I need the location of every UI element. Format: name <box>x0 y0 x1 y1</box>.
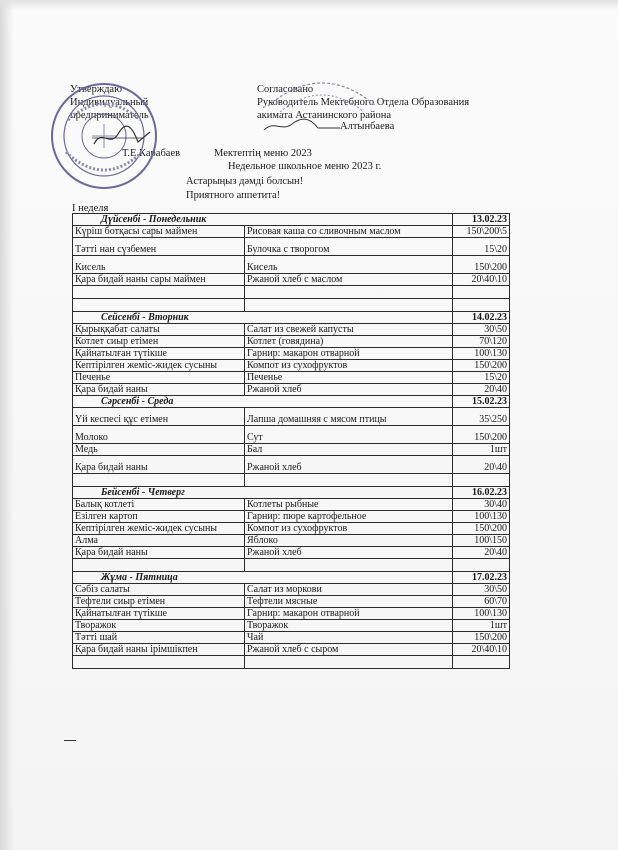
dish-ru: Гарнир: пюре картофельное <box>245 511 453 523</box>
dish-qty: 100\150 <box>453 535 510 547</box>
day-name: Бейсенбі - Четверг <box>101 487 185 498</box>
agree-line-4: Алтынбаева <box>340 121 395 132</box>
dish-ru: Компот из сухофруктов <box>245 360 453 372</box>
table-row <box>73 608 510 620</box>
dish-ru: Бал <box>245 444 453 456</box>
table-row <box>73 324 510 336</box>
dish-kz: Күріш ботқасы сары маймен <box>73 226 245 238</box>
agree-line-2: Руководитель Мектебного Отдела Образования <box>257 97 470 108</box>
day-name: Дүйсенбі - Понедельник <box>101 214 207 225</box>
dish-ru: Яблоко <box>245 535 453 547</box>
blank-row <box>73 286 510 299</box>
dish-qty: 1шт <box>453 444 510 456</box>
table-row <box>73 620 510 632</box>
dish-qty: 100\130 <box>453 608 510 620</box>
dish-kz: Қырыққабат салаты <box>73 324 245 336</box>
dish-ru: Гарнир: макарон отварной <box>245 348 453 360</box>
dish-qty: 20\40 <box>453 384 510 396</box>
dish-ru: Ржаной хлеб <box>245 384 453 396</box>
table-row <box>73 256 510 274</box>
dish-kz: Алма <box>73 535 245 547</box>
round-seal-icon <box>262 66 382 136</box>
table-row <box>73 408 510 426</box>
dish-kz: Қара бидай наны <box>73 456 245 474</box>
dish-qty: 30\50 <box>453 324 510 336</box>
dish-qty: 20\40\10 <box>453 274 510 286</box>
dish-qty: 150\200\5 <box>453 226 510 238</box>
day-header-row <box>73 214 510 226</box>
dish-kz: Тәтті шай <box>73 632 245 644</box>
dish-ru: Компот из сухофруктов <box>245 523 453 535</box>
dish-qty: 30\50 <box>453 584 510 596</box>
dish-ru: Кисель <box>245 256 453 274</box>
dish-qty: 150\200 <box>453 256 510 274</box>
dish-kz: Қара бидай наны <box>73 384 245 396</box>
day-date: 13.02.23 <box>453 214 510 226</box>
approve-line-2: Индивидуальный <box>70 97 149 108</box>
blank-row <box>73 474 510 487</box>
signature-icon <box>92 124 152 150</box>
table-row <box>73 523 510 535</box>
dish-qty: 150\200 <box>453 632 510 644</box>
dish-ru: Тефтели мясные <box>245 596 453 608</box>
dish-qty: 35\250 <box>453 408 510 426</box>
dish-kz: Кептірілген жеміс-жидек сусыны <box>73 360 245 372</box>
dish-ru: Котлеты рыбные <box>245 499 453 511</box>
dish-qty: 30\40 <box>453 499 510 511</box>
table-row <box>73 444 510 456</box>
dish-ru: Ржаной хлеб с маслом <box>245 274 453 286</box>
dish-kz: Қайнатылған түтікше <box>73 348 245 360</box>
approve-line-4: Т.Е.Карабаев <box>122 148 181 159</box>
day-header-row <box>73 396 510 408</box>
table-row <box>73 372 510 384</box>
table-row <box>73 596 510 608</box>
approve-line-3: предприниматель <box>70 110 149 121</box>
blank-row <box>73 299 510 312</box>
table-row <box>73 535 510 547</box>
dish-ru: Салат из свежей капусты <box>245 324 453 336</box>
day-date: 17.02.23 <box>453 572 510 584</box>
table-row <box>73 456 510 474</box>
dish-kz: Езілген картоп <box>73 511 245 523</box>
dish-qty: 100\130 <box>453 348 510 360</box>
table-row <box>73 644 510 656</box>
table-row <box>73 360 510 372</box>
dish-kz: Котлет сиыр етімен <box>73 336 245 348</box>
dish-kz: Печенье <box>73 372 245 384</box>
dish-kz: Сәбіз салаты <box>73 584 245 596</box>
table-row <box>73 274 510 286</box>
scan-edge-shadow <box>0 0 14 850</box>
dish-qty: 150\200 <box>453 426 510 444</box>
dish-qty: 20\40 <box>453 456 510 474</box>
dish-ru: Рисовая каша со сливочным маслом <box>245 226 453 238</box>
dish-qty: 15\20 <box>453 372 510 384</box>
dish-ru: Печенье <box>245 372 453 384</box>
table-row <box>73 426 510 444</box>
table-row <box>73 336 510 348</box>
agree-line-1: Согласовано <box>257 84 314 95</box>
blank-row <box>73 656 510 669</box>
day-header-row <box>73 572 510 584</box>
dish-qty: 60\70 <box>453 596 510 608</box>
dish-ru: Салат из моркови <box>245 584 453 596</box>
greeting-kz: Астарыңыз дәмді болсын! <box>186 176 304 187</box>
dish-qty: 150\200 <box>453 523 510 535</box>
table-row <box>73 547 510 559</box>
dish-ru: Гарнир: макарон отварной <box>245 608 453 620</box>
blank-row <box>73 559 510 572</box>
dish-qty: 20\40 <box>453 547 510 559</box>
table-row <box>73 348 510 360</box>
table-row <box>73 499 510 511</box>
dish-kz: Творажок <box>73 620 245 632</box>
menu-title-ru: Недельное школьное меню 2023 г. <box>228 161 382 172</box>
table-row <box>73 226 510 238</box>
menu-title-kz: Мектептің меню 2023 <box>214 148 312 159</box>
dish-qty: 150\200 <box>453 360 510 372</box>
scan-mark <box>64 740 76 741</box>
dish-kz: Қара бидай наны ірімшікпен <box>73 644 245 656</box>
day-header-row <box>73 312 510 324</box>
dish-kz: Кептірілген жеміс-жидек сусыны <box>73 523 245 535</box>
dish-ru: Лапша домашняя с мясом птицы <box>245 408 453 426</box>
scan-top-shadow <box>0 0 618 10</box>
dish-ru: Ржаной хлеб <box>245 547 453 559</box>
day-name: Жұма - Пятница <box>101 572 178 583</box>
dish-kz: Молоко <box>73 426 245 444</box>
dish-kz: Қара бидай наны <box>73 547 245 559</box>
day-date: 16.02.23 <box>453 487 510 499</box>
dish-kz: Тефтели сиыр етімен <box>73 596 245 608</box>
dish-kz: Үй кеспесі құс етімен <box>73 408 245 426</box>
dish-ru: Творажок <box>245 620 453 632</box>
dish-ru: Ржаной хлеб <box>245 456 453 474</box>
day-date: 15.02.23 <box>453 396 510 408</box>
menu-table <box>72 213 510 669</box>
dish-ru: Чай <box>245 632 453 644</box>
table-row <box>73 238 510 256</box>
dish-kz: Балық котлеті <box>73 499 245 511</box>
table-row <box>73 384 510 396</box>
dish-kz: Кисель <box>73 256 245 274</box>
dish-ru: Котлет (говядина) <box>245 336 453 348</box>
day-name: Сәрсенбі - Среда <box>101 396 174 407</box>
table-row <box>73 632 510 644</box>
dish-qty: 100\130 <box>453 511 510 523</box>
greeting-ru: Приятного аппетита! <box>186 190 281 201</box>
day-name: Сейсенбі - Вторник <box>101 312 189 323</box>
dish-qty: 15\20 <box>453 238 510 256</box>
day-header-row <box>73 487 510 499</box>
dish-qty: 1шт <box>453 620 510 632</box>
dish-ru: Булочка с творогом <box>245 238 453 256</box>
dish-kz: Қара бидай наны сары маймен <box>73 274 245 286</box>
week-label: I неделя <box>72 203 109 214</box>
dish-kz: Қайнатылған түтікше <box>73 608 245 620</box>
day-date: 14.02.23 <box>453 312 510 324</box>
table-row <box>73 511 510 523</box>
dish-qty: 20\40\10 <box>453 644 510 656</box>
approve-line-1: Утверждаю <box>70 84 122 95</box>
dish-kz: Медь <box>73 444 245 456</box>
dish-kz: Тәтті нан сүзбемен <box>73 238 245 256</box>
dish-ru: Ржаной хлеб с сыром <box>245 644 453 656</box>
dish-ru: Сут <box>245 426 453 444</box>
table-row <box>73 584 510 596</box>
agree-line-3: акимата Астанинского района <box>257 110 392 121</box>
dish-qty: 70\120 <box>453 336 510 348</box>
